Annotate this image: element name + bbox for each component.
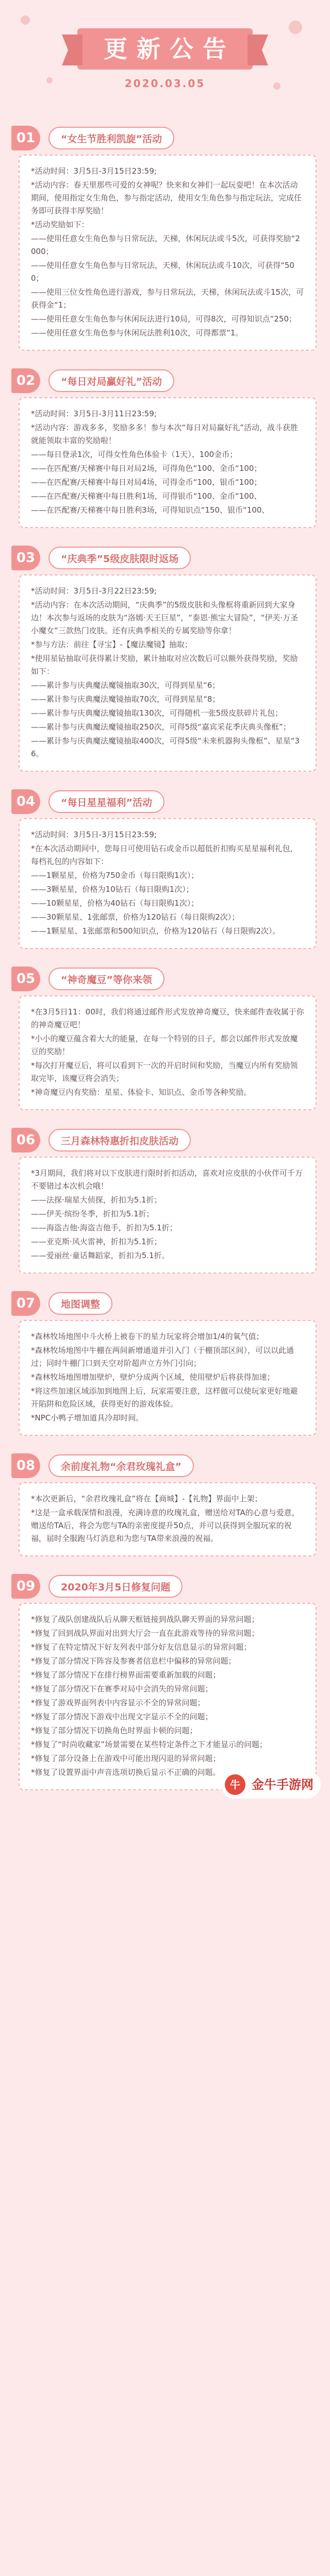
section-title: 地图调整 [48,1292,112,1315]
section-header [11,1449,319,1482]
section-paragraph: ——使用任意女生角色参与日常玩法，天梯，休闲玩法或斗5次，可获得奖励“2000； [31,234,300,256]
section-number: 08 [11,1453,40,1478]
section-paragraph: *森林牧场地图中牛棚在两间新增通道并引入门（于棚顶部区间），可以以此通过；同时牛棚门口到天空对阶超声立方外门引向； [31,1346,294,1368]
section-paragraph: ——使用三位女性角色进行游戏，参与日常玩法，天梯，休闲玩法或斗15次，可获得金“1； [31,287,304,310]
logo-text: 金牛手游网 [252,1777,314,1792]
section-paragraph: *NPC小鸭子增加道具冷却时间。 [31,1413,144,1422]
section-paragraph: *修复了部分情况下在赛季对局中会消失的异常问题； [31,1684,213,1693]
announcement-section [11,785,319,949]
section-paragraph: *活动奖励如下： [31,220,89,229]
section-paragraph: *使用星钻抽取可获得累计奖励，累计抽取对应次数后可以额外获得奖励，奖励如下： [31,654,298,676]
section-title: 三月森林特惠折扣皮肤活动 [48,1129,191,1151]
section-paragraph: *修复了部分情况下游戏中出现文字显示不全的问题； [31,1712,213,1721]
section-paragraph: *修复了游戏界面列表中内容显示不全的异常问题； [31,1698,205,1707]
section-number: 02 [11,368,40,393]
section-paragraph: *活动时间：3月5日-3月15日23:59; [31,166,157,176]
section-paragraph: ——在匹配赛/天梯赛中每日对局4场，可得金币“100、银币“100； [31,478,262,487]
section-paragraph: *活动内容：游戏多多，奖励多多！参与本次“每日对局赢好礼”活动，战斗获胜就能领取丰富的奖励啦！ [31,423,299,445]
section-paragraph: *修复了设置界面中声音选项切换后显示不正确的问题。 [31,1768,221,1777]
section-number: 05 [11,967,40,991]
section-paragraph: *修复了部分设备上在游戏中可能出现闪退的异常问题； [31,1754,221,1763]
section-paragraph: *在本次活动期间中，您每日可使用钻石或金币以超低折扣购买星星福利礼包，每档礼包的内容如下： [31,844,298,866]
logo-mark: 牛 [225,1774,245,1795]
section-title: “神奇魔豆”等你来领 [48,968,164,990]
section-paragraph: *森林牧场地图中斗火桥上被卷下的星力玩家将会增加1/4的氧气值； [31,1332,264,1341]
section-paragraph: *本次更新后，“余君玫瑰礼盒”将在【商城】-【礼物】界面中上架； [31,1494,262,1503]
section-paragraph: ——在匹配赛/天梯赛中每日胜利1场，可得银币“100、金币“100、 [31,492,262,501]
section-title: 余前度礼物“余君玫瑰礼盒” [48,1454,194,1477]
section-title: “每日对局赢好礼”活动 [48,369,174,392]
section-paragraph: ——3颗星星，价格为10钻石（每日限购1次）； [31,885,194,894]
section-paragraph: ——伊芙·缤纷冬季，折扣为5.1折； [31,1209,154,1218]
section-paragraph: *修复了部分情况下在排行榜界面需要重新加载的问题； [31,1670,221,1680]
section-paragraph: *活动内容：春天里那些可爱的女神呢？快来和女神们一起玩耍吧！在本次活动期间，使用指定女生角色，参与指定活动，使用女生角色参与指定玩法，完成任务即可获得丰厚奖励！ [31,180,302,215]
announcement-section [11,962,319,1110]
section-paragraph: *这是一盒承载深情和浪漫，充满诗意的玫瑰礼盒，赠送给对TA的心意与爱意，赠送给TA后，将会为您与TA的亲密度提升50点，并可以获得到全服玩家的祝福，届时全服跑马灯消息和为您与TA带来浪漫的祝福。 [31,1508,300,1543]
publish-date: 2020.03.05 [124,77,206,90]
section-header [11,364,319,397]
section-paragraph: *修复了战队创建战队后从聊天框链接到战队聊天界面的异常问题； [31,1615,259,1624]
section-body [19,1320,317,1436]
section-header [11,122,319,155]
section-body [19,155,317,351]
section-paragraph: ——1颗星星，价格为750金币（每日限购1次）； [31,871,199,880]
section-paragraph: ——法探·瑞星大侦探，折扣为5.1折； [31,1195,162,1205]
section-paragraph: *小小的魔豆蕴含着大大的能量，在每一个特别的日子，都会以邮件形式发放魔豆的奖励！ [31,1034,298,1056]
section-header [11,1570,319,1603]
section-paragraph: ——1颗星星、1张邮票和500知识点，价格为120钻石（每日限购2次）。 [31,926,280,936]
section-paragraph: *修复了部分情况下阵容及参赛者信息栏中偏移的异常问题； [31,1656,236,1666]
section-paragraph: *参与方法：前往【寻宝】-【魔法魔镜】抽取； [31,640,192,649]
section-body [19,397,317,528]
decor-dot [289,21,302,34]
section-number: 09 [11,1574,40,1599]
section-body [19,1482,317,1556]
section-title: 2020年3月5日修复问题 [48,1575,183,1598]
section-paragraph: ——使用任意女生角色参与日常玩法，天梯，休闲玩法或斗10次，可获得“500； [31,261,294,283]
section-paragraph: ——每日登录1次，可得女性角色体验卡（1天）、100金币； [31,450,238,459]
section-paragraph: *将这些加速区域添加到地图上后，玩家需要注意，这样做可以使玩家更好地避开陷阱和危险区域，获得更好的游戏体验。 [31,1386,298,1409]
section-paragraph: *修复了在特定情况下好友列表中部分好友信息显示的异常问题； [31,1642,252,1652]
section-paragraph: *修复了回到战队界面对出到大厅会一直在此游戏等待的异常问题； [31,1629,259,1638]
section-paragraph: *修复了部分情况下切换角色时界面卡顿的问题； [31,1726,197,1735]
section-paragraph: *活动内容：在本次活动期间，“庆典季”的5级皮肤和头像框将重新回到大家身边！本次参与返场的皮肤为“洛嫣·天王巨星”，“泰恩·熊宝大冒险”，“伊芙·万圣小魔女”三款热门皮肤。还有庆典季相关的专属奖励等你拿！ [31,600,299,635]
section-paragraph: *神奇魔豆内有奖励：星星、体验卡、知识点、金币等各种奖励。 [31,1088,252,1097]
section-paragraph: ——30颗星星、1张邮票，价格为120钻石（每日限购2次）； [31,912,240,922]
section-number: 07 [11,1291,40,1316]
section-paragraph: ——使用任意女生角色参与休闲玩法胜利10次，可得都票“1。 [31,328,243,337]
announcement-section [11,1124,319,1274]
section-header [11,541,319,574]
section-number: 03 [11,546,40,570]
section-paragraph: *活动时间：3月5日-3月11日23:59; [31,409,157,418]
section-paragraph: ——在匹配赛/天梯赛中每日胜利3场，可得知识点“150、银币“100、 [31,505,270,515]
section-header [11,1124,319,1157]
site-logo [221,1771,321,1799]
section-title: “每日星星福利”活动 [48,790,164,813]
section-paragraph: ——10颗星星，价格为40钻石（每日限购1次）； [31,899,199,908]
section-paragraph: ——累计参与庆典魔法魔镜抽取130次，可得随机一张5级皮肤碎片礼包； [31,708,283,718]
sections-container [0,122,330,1790]
page-title: 更新公告 [104,35,236,63]
section-paragraph: *在3月5日11：00时，我们将通过邮件形式发放神奇魔豆，快来邮件查收属于你的神奇魔豆吧！ [31,1007,304,1029]
section-number: 04 [11,789,40,814]
page-header [0,0,330,108]
section-body [19,995,317,1110]
section-paragraph: ——累计参与庆典魔法魔镜抽取70次，可得到星星“8； [31,694,220,704]
section-paragraph: ——海盗吉他·海盗吉他手，折扣为5.1折； [31,1223,177,1232]
decor-dot [21,15,30,25]
section-body [19,574,317,772]
announcement-section [11,1449,319,1556]
section-title: “女生节胜利凯旋”活动 [48,127,174,149]
section-body [19,1603,317,1790]
section-paragraph: ——在匹配赛/天梯赛中每日对局2场，可得角色“100、金币“100； [31,464,262,473]
section-paragraph: ——爱丽丝·童话舞蹈家，折扣为5.1折。 [31,1251,170,1260]
announcement-section [11,122,319,351]
section-paragraph: *3月期间，我们将对以下皮肤进行限时折扣活动，喜欢对应皮肤的小伙伴可千万不要错过本次机会哦！ [31,1168,303,1191]
announcement-section [11,1570,319,1790]
section-paragraph: *每次打开魔豆后，将可以看到下一次的开启时间和奖励，当魔豆内所有奖励领取完毕，该魔豆将会消失； [31,1061,298,1083]
announcement-section [11,1287,319,1436]
section-body [19,818,317,949]
section-header [11,785,319,818]
section-paragraph: *森林牧场地图增加壁炉，壁炉分成两个区域，使用壁炉后将获得加速； [31,1372,275,1382]
section-body [19,1157,317,1274]
section-paragraph: ——亚克斯·风火雷神，折扣为5.1折； [31,1237,162,1246]
section-header [11,1287,319,1320]
section-paragraph: ——累计参与庆典魔法魔镜抽取30次，可得到星星“6； [31,681,220,690]
section-title: “庆典季”5级皮肤限时返场 [48,547,191,569]
announcement-section [11,541,319,772]
section-number: 06 [11,1128,40,1153]
section-header [11,962,319,995]
section-number: 01 [11,126,40,150]
section-paragraph: *活动时间：3月5日-3月22日23:59; [31,586,157,596]
section-paragraph: *活动时间：3月5日-3月15日23:59; [31,830,157,839]
announcement-section [11,364,319,528]
section-paragraph: *修复了“时尚收藏家”场景需要在某些特定条件之下才能显示的问题； [31,1740,268,1749]
section-paragraph: ——使用任意女生角色参与休闲玩法进行10局，可得8次，可得知识点“250； [31,314,297,324]
section-paragraph: ——累计参与庆典魔法魔镜抽取250次，可得5级“嘉宾采花季庆典头像框”； [31,722,291,732]
section-paragraph: ——累计参与庆典魔法魔镜抽取400次，可得5级“未来机器狗头像框”、星星“36。 [31,736,300,758]
